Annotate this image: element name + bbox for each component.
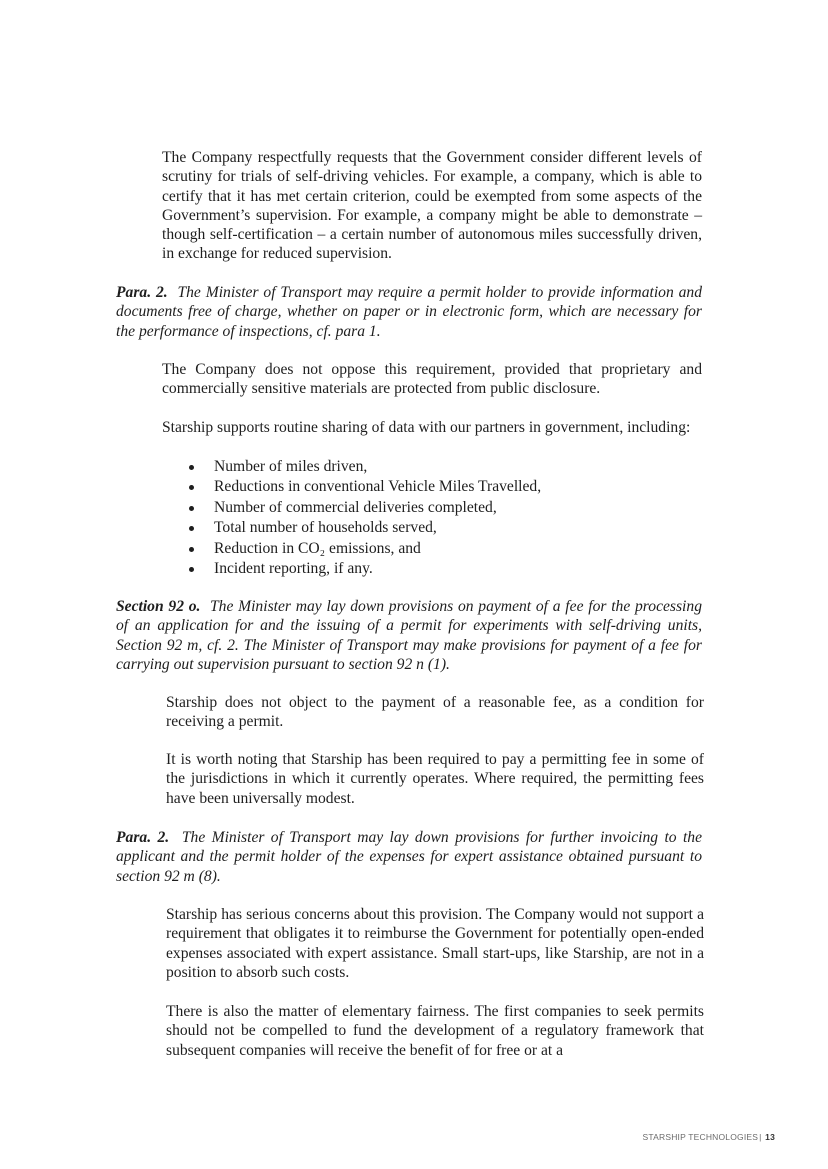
section-heading-text: The Minister may lay down provisions on payment of a fee for the processing of an application for and the issuing of a permit for experiments with self-driving units, Section 92 m, cf. 2. The Minister of Transport may make provisions for payment of a fee for carrying out supervision pursuant to section 92 n (1). bbox=[116, 598, 702, 673]
body-paragraph: Starship does not object to the payment of a reasonable fee, as a condition for receiving a permit. bbox=[166, 694, 704, 731]
section-heading-lead: Section 92 o. bbox=[116, 598, 201, 615]
section-heading bbox=[116, 597, 702, 674]
section-heading bbox=[116, 828, 702, 886]
list-item-text: Reductions in conventional Vehicle Miles Travelled, bbox=[214, 478, 542, 496]
body-paragraph: Starship has serious concerns about this provision. The Company would not support a requirement that obligates it to reimburse the Government for potentially open-ended expenses associated with expert assistance. Small start-ups, like Starship, are not in a position to absorb such costs. bbox=[166, 906, 704, 981]
list-item-text: Total number of households served, bbox=[214, 519, 437, 537]
list-item bbox=[162, 518, 702, 538]
body-paragraph: The Company does not oppose this requirement, provided that proprietary and commercially sensitive materials are protected from public disclosure. bbox=[162, 361, 702, 398]
page-number: 13 bbox=[765, 1132, 775, 1142]
section-heading-text: The Minister of Transport may require a permit holder to provide information and documents free of charge, whether on paper or in electronic form, which are necessary for the performance of inspections, cf. para 1. bbox=[116, 284, 703, 340]
body-paragraph: The Company respectfully requests that the Government consider different levels of scrutiny for trials of self-driving vehicles. For example, a company, which is able to certify that it has met certain criterion, could be exempted from some aspects of the Government’s supervision. For example, a company might be able to demonstrate – though self-certification – a certain number of autonomous miles successfully driven, in exchange for reduced supervision. bbox=[162, 149, 702, 263]
list-item-text: Number of commercial deliveries completed, bbox=[214, 498, 497, 516]
bullet-icon bbox=[189, 485, 194, 490]
list-item-text: Incident reporting, if any. bbox=[214, 560, 373, 578]
list-item bbox=[162, 559, 702, 579]
footer-separator: | bbox=[759, 1132, 762, 1142]
list-item-text: Number of miles driven, bbox=[214, 458, 368, 475]
bullet-icon bbox=[189, 547, 194, 552]
bullet-icon bbox=[189, 506, 194, 511]
bullet-icon bbox=[189, 465, 194, 470]
list-item bbox=[162, 457, 702, 477]
bullet-list bbox=[162, 457, 702, 579]
list-item-text: Reduction in CO₂ emissions, and bbox=[214, 539, 421, 557]
bullet-icon bbox=[189, 526, 194, 531]
section-heading-text: The Minister of Transport may lay down provisions for further invoicing to the applicant and the permit holder of the expenses for expert assistance obtained pursuant to section 92 m (8). bbox=[116, 829, 702, 885]
page-footer bbox=[642, 1132, 775, 1142]
list-item bbox=[162, 498, 702, 518]
body-paragraph: It is worth noting that Starship has been required to pay a permitting fee in some of the jurisdictions in which it currently operates. Where required, the permitting fees have been universally modest. bbox=[166, 751, 704, 807]
section-heading bbox=[116, 283, 702, 341]
section-heading-lead: Para. 2. bbox=[116, 284, 168, 301]
body-paragraph: Starship supports routine sharing of data with our partners in government, including: bbox=[162, 419, 691, 436]
footer-company-name: STARSHIP TECHNOLOGIES bbox=[642, 1132, 759, 1142]
list-item bbox=[162, 539, 702, 559]
bullet-icon bbox=[189, 567, 194, 572]
section-heading-lead: Para. 2. bbox=[116, 829, 170, 846]
list-item bbox=[162, 477, 702, 497]
body-paragraph: There is also the matter of elementary fairness. The first companies to seek permits should not be compelled to fund the development of a regulatory framework that subsequent companies will receive the benefit of for free or at a bbox=[166, 1003, 704, 1059]
